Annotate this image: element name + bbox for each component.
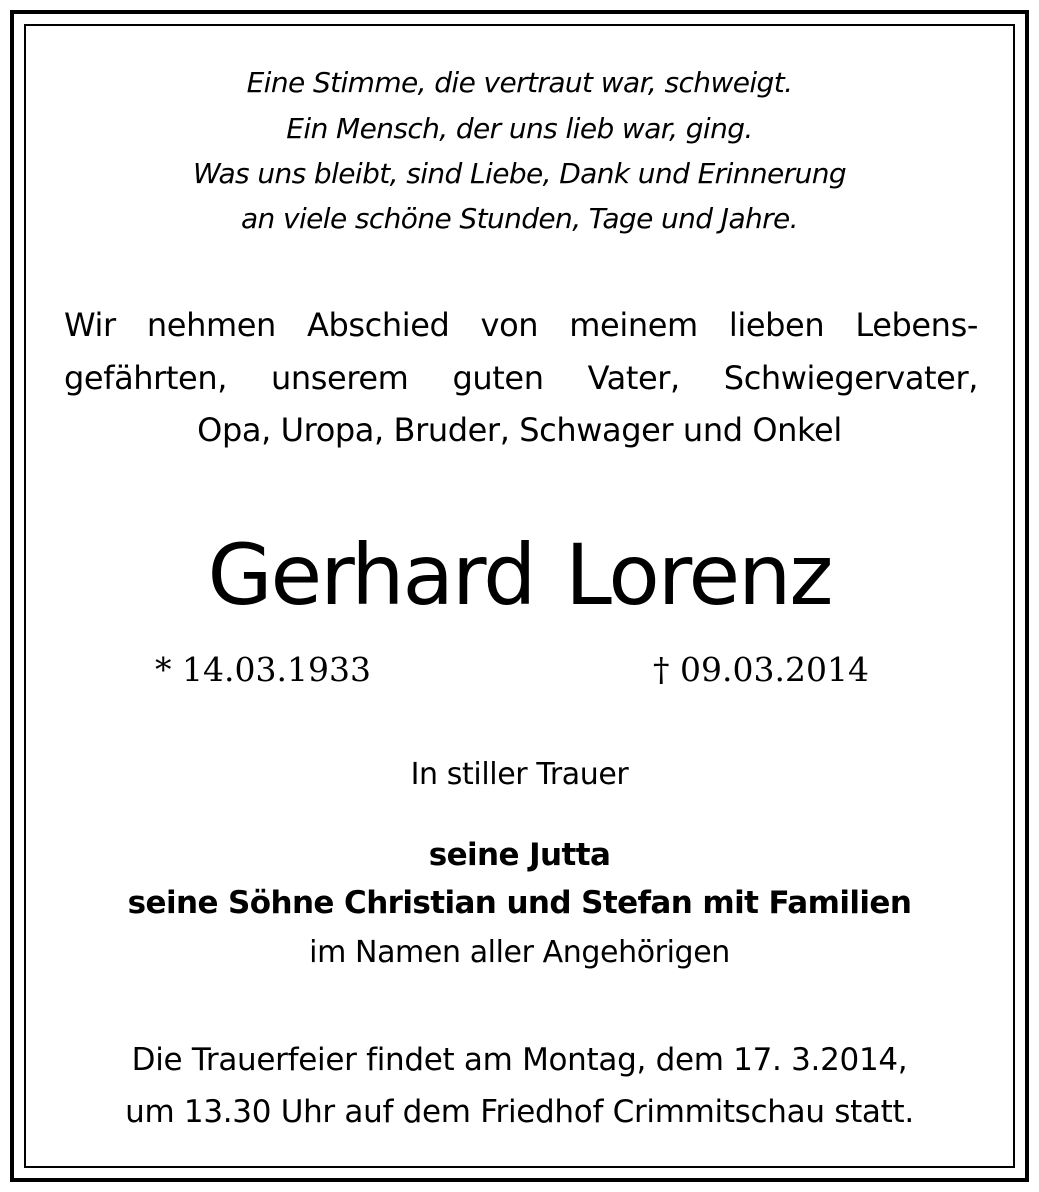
birth-date: * 14.03.1933 (155, 650, 371, 689)
intro-line: gefährten, unserem guten Vater, Schwiegervater, (64, 359, 978, 397)
poem-line: Was uns bleibt, sind Liebe, Dank und Erinnerung (192, 157, 847, 190)
intro-line: Opa, Uropa, Bruder, Schwager und Onkel (197, 411, 842, 449)
mourners-relatives: im Namen aller Angehörigen (309, 935, 730, 970)
intro-line: Wir nehmen Abschied von meinem lieben Lebens- (64, 306, 978, 344)
poem-line: Eine Stimme, die vertraut war, schweigt. (246, 66, 793, 99)
service-line: Die Trauerfeier findet am Montag, dem 17. 3.2014, (131, 1042, 908, 1078)
death-date: † 09.03.2014 (653, 650, 869, 689)
mourner-name: seine Jutta (428, 837, 611, 873)
deceased-name: Gerhard Lorenz (207, 526, 832, 624)
mourning-heading: In stiller Trauer (410, 757, 629, 792)
service-line: um 13.30 Uhr auf dem Friedhof Crimmitschau statt. (125, 1094, 914, 1130)
poem-line: an viele schöne Stunden, Tage und Jahre. (240, 202, 798, 235)
mourner-name: seine Söhne Christian und Stefan mit Familien (127, 885, 912, 921)
poem-line: Ein Mensch, der uns lieb war, ging. (286, 112, 753, 145)
